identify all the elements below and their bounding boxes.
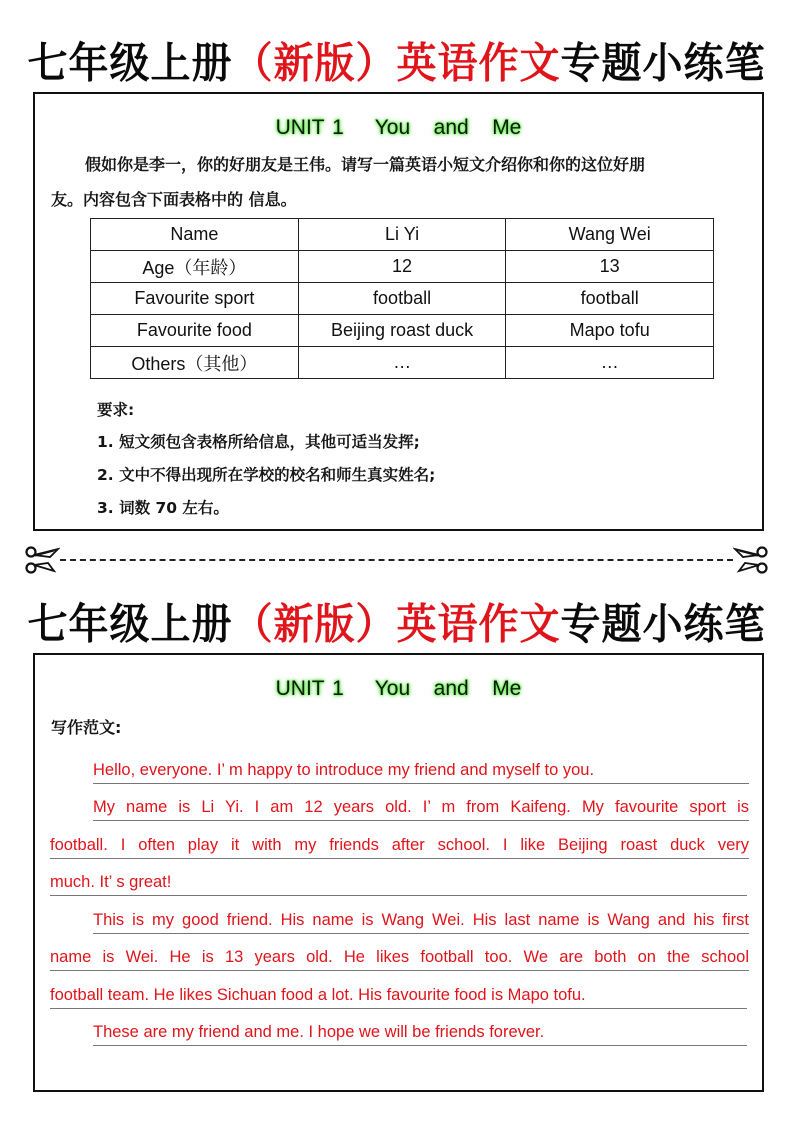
title-part-edition: （新版）英语作文: [232, 600, 561, 650]
table-row: [91, 347, 714, 379]
table-header-row: [91, 219, 714, 251]
requirements-label: 要求:: [97, 401, 135, 419]
prompt-line-1: 假如你是李一，你的好朋友是王伟。请写一篇英语小短文介绍你和你的这位好朋: [85, 155, 646, 174]
page-title: [0, 600, 793, 650]
sample-essay-card: [33, 653, 764, 1092]
table-cell: Name: [91, 219, 299, 251]
title-part-topic: 专题小练笔: [560, 600, 766, 650]
unit-title: UNIT 1 You and Me: [275, 116, 522, 139]
table-cell: Beijing roast duck: [298, 315, 506, 347]
table-cell: Favourite sport: [91, 283, 299, 315]
dashed-line: [60, 559, 733, 561]
scissors-icon: [24, 545, 60, 575]
essay-line: Hello, everyone. I’ m happy to introduce my friend and myself to you.: [93, 759, 749, 784]
unit-title: UNIT 1 You and Me: [275, 677, 522, 700]
essay-line: This is my good friend. His name is Wang Wei. His last name is Wang and his first: [93, 909, 749, 934]
cut-line-divider: [24, 545, 769, 575]
table-row: [91, 283, 714, 315]
task-card: [33, 92, 764, 531]
page-title: [0, 39, 793, 89]
essay-label: 写作范文:: [51, 718, 122, 737]
requirement-item: 3. 词数 70 左右。: [97, 499, 229, 517]
title-part-grade: 七年级上册: [27, 600, 233, 650]
task-prompt: [51, 147, 748, 217]
table-cell: …: [298, 347, 506, 379]
table-cell: 12: [298, 251, 506, 283]
table-row: [91, 251, 714, 283]
table-cell: Age（年龄）: [91, 251, 299, 283]
info-table: [90, 218, 714, 379]
title-part-topic: 专题小练笔: [560, 39, 766, 89]
requirement-item: 2. 文中不得出现所在学校的校名和师生真实姓名;: [97, 466, 436, 484]
essay-line: My name is Li Yi. I am 12 years old. I’ m from Kaifeng. My favourite sport is: [93, 796, 749, 821]
essay-line: name is Wei. He is 13 years old. He likes football too. We are both on the school: [50, 946, 749, 971]
table-cell: 13: [506, 251, 714, 283]
title-part-grade: 七年级上册: [27, 39, 233, 89]
scissors-icon: [733, 545, 769, 575]
essay-line: football team. He likes Sichuan food a lot. His favourite food is Mapo tofu.: [50, 984, 747, 1009]
table-cell: …: [506, 347, 714, 379]
prompt-line-2: 友。内容包含下面表格中的 信息。: [51, 190, 297, 209]
table-cell: football: [298, 283, 506, 315]
table-cell: football: [506, 283, 714, 315]
table-row: [91, 315, 714, 347]
table-cell: Mapo tofu: [506, 315, 714, 347]
title-part-edition: （新版）英语作文: [232, 39, 561, 89]
essay-line: These are my friend and me. I hope we will be friends forever.: [93, 1021, 747, 1046]
table-cell: Li Yi: [298, 219, 506, 251]
requirement-item: 1. 短文须包含表格所给信息，其他可适当发挥;: [97, 433, 420, 451]
table-cell: Wang Wei: [506, 219, 714, 251]
table-cell: Others（其他）: [91, 347, 299, 379]
essay-line: much. It’ s great!: [50, 871, 747, 896]
essay-line: football. I often play it with my friends after school. I like Beijing roast duck very: [50, 834, 749, 859]
table-cell: Favourite food: [91, 315, 299, 347]
